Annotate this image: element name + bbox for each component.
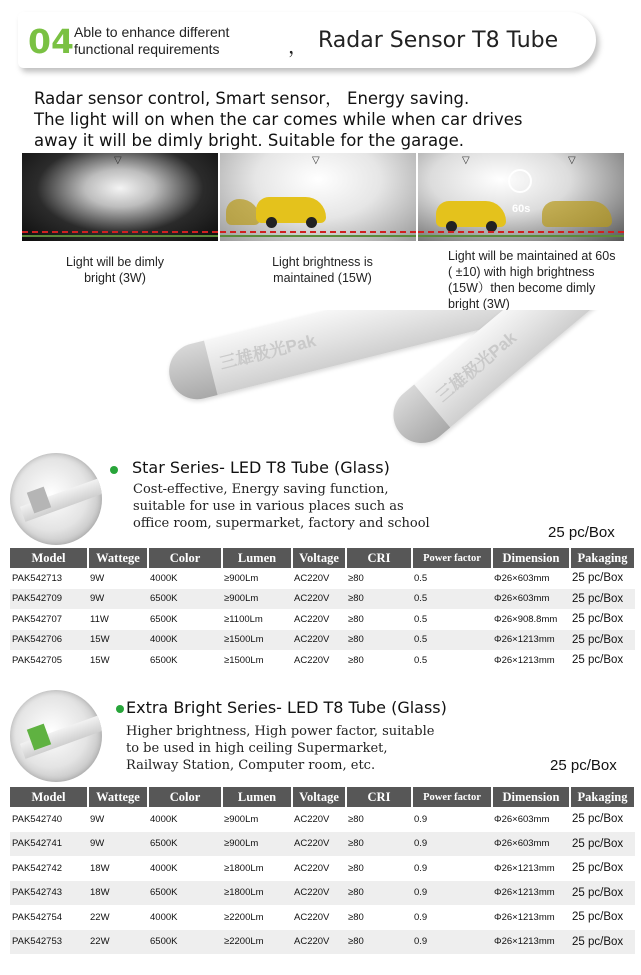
table-cell: 25 pc/Box [572,572,624,585]
sensor-line [418,231,624,233]
scene-dim [22,153,218,241]
intro-line: Radar sensor control, Smart sensor， Energy saving. [34,89,470,108]
table-cell: AC220V [292,589,346,610]
scene-car-leaving [418,153,624,241]
table-cell: 0.9 [414,911,428,923]
table-row [10,832,635,857]
table-cell: PAK542741 [10,832,88,857]
table-cell: PAK542707 [12,613,63,625]
table-cell: ≥900Lm [224,813,259,825]
table-cell: 11W [90,613,109,625]
intro-line: The light will on when the car comes while when car drives [34,110,523,129]
section-number: 04 [28,22,74,61]
star-series-title: Star Series- LED T8 Tube (Glass) [132,458,390,477]
col-header: Power factor [412,548,492,568]
table-row [10,589,635,610]
table-cell: ≥80 [348,911,364,923]
col-header: Lumen [222,787,292,807]
star-series-desc [133,481,430,532]
table-cell: AC220V [294,911,330,923]
table-cell: 4000K [150,572,178,584]
col-header: CRI [346,787,412,807]
table-cell: 25 pc/Box [570,881,635,906]
table-cell: 25 pc/Box [572,813,624,826]
table-cell: Φ26×603mm [494,572,550,584]
table-cell: 6500K [150,613,178,625]
table-row [10,807,635,832]
col-header: CRI [346,548,412,568]
scene-car-arriving [220,153,416,241]
table-cell: ≥1800Lm [222,881,292,906]
table-cell: ≥80 [348,654,364,666]
extra-spec-table [10,787,636,954]
table-cell: Φ26×603mm [492,589,570,610]
extra-series-desc [126,723,434,774]
ceiling-lamp-icon: ▽ [568,155,576,166]
timer-label: 60s [512,203,531,215]
table-row [10,930,635,955]
table-cell: 22W [88,930,148,955]
col-header: Lumen [222,548,292,568]
table-cell: PAK542705 [12,654,63,666]
table-row [10,650,635,671]
car-icon [256,197,326,223]
desc-line: Cost-effective, Energy saving function, [133,482,389,497]
col-header: Color [148,787,222,807]
table-row [10,856,635,881]
table-cell: PAK542709 [10,589,88,610]
table-cell: ≥80 [346,930,412,955]
col-header: Voltage [292,787,346,807]
star-tube-thumbnail [10,453,102,545]
table-cell: ≥80 [346,630,412,651]
table-cell: 25 pc/Box [572,654,624,667]
col-header: Pakaging [570,548,635,568]
table-cell: 0.9 [412,881,492,906]
table-cell: PAK542706 [10,630,88,651]
table-cell: Φ26×1213mm [492,881,570,906]
table-cell: 25 pc/Box [570,832,635,857]
table-cell: 4000K [150,813,178,825]
table-cell: Φ26×603mm [492,832,570,857]
garage-scenes [22,153,624,241]
table-cell: ≥1800Lm [224,862,264,874]
table-cell: ≥900Lm [224,572,259,584]
ceiling-lamp-icon: ▽ [312,155,320,166]
desc-line: office room, supermarket, factory and school [133,516,430,531]
tube-brand-print: 三雄极光Pak [432,327,521,406]
table-cell: ≥2200Lm [224,911,264,923]
table-cell: 25 pc/Box [570,589,635,610]
table-cell: Φ26×1213mm [494,911,555,923]
table-cell: AC220V [292,832,346,857]
table-cell: AC220V [294,572,330,584]
table-cell: PAK542743 [10,881,88,906]
table-cell: PAK542753 [10,930,88,955]
stopwatch-icon [508,169,532,193]
table-cell: 9W [90,813,105,825]
table-cell: 22W [90,911,110,923]
table-cell: Φ26×908.8mm [494,613,558,625]
table-cell: ≥1100Lm [224,613,263,625]
title-separator: ， [288,36,308,58]
table-cell: 18W [88,881,148,906]
table-cell: ≥80 [346,881,412,906]
table-cell: ≥900Lm [222,832,292,857]
table-cell: AC220V [292,881,346,906]
tube-brand-print: 三雄极光Pak [217,330,318,374]
col-header: Power factor [412,787,492,807]
table-cell: ≥80 [346,832,412,857]
table-cell: 0.9 [414,862,428,874]
table-cell: 0.5 [412,589,492,610]
table-cell: 0.9 [414,813,428,825]
table-cell: 9W [88,832,148,857]
table-cell: 4000K [150,911,178,923]
table-cell: 6500K [148,881,222,906]
table-cell: ≥1500Lm [224,654,264,666]
table-header-row [10,787,635,807]
bullet-dot-icon [116,705,124,713]
extra-pack-note: 25 pc/Box [550,757,617,774]
caption-dim: Light will be dimly bright (3W) [66,255,164,285]
table-cell: 25 pc/Box [570,630,635,651]
table-cell: 15W [90,654,110,666]
col-header: Dimension [492,548,570,568]
sensor-line [220,231,416,233]
car-icon [542,201,612,227]
extra-table-body [10,807,635,954]
table-cell: AC220V [294,654,330,666]
table-cell: 0.5 [414,613,428,625]
col-header: Model [10,548,88,568]
table-cell: AC220V [292,630,346,651]
table-cell: 6500K [148,589,222,610]
table-cell: 4000K [148,630,222,651]
tube-photo [160,310,630,460]
table-cell: PAK542740 [12,813,63,825]
floor-line [418,235,624,237]
intro-text [34,88,624,151]
desc-line: to be used in high ceiling Supermarket, [126,741,388,756]
wheel-icon [306,217,317,228]
wheel-icon [266,217,277,228]
desc-line: Higher brightness, High power factor, suitable [126,724,435,739]
car-icon [226,199,260,225]
table-cell: PAK542754 [12,911,63,923]
caption-maintained: Light brightness is maintained (15W) [272,255,373,285]
table-cell: ≥900Lm [222,589,292,610]
table-cell: Φ26×1213mm [494,654,555,666]
table-cell: Φ26×1213mm [494,862,555,874]
table-cell: AC220V [292,930,346,955]
table-cell: 25 pc/Box [572,911,624,924]
intro-line: away it will be dimly bright. Suitable for the garage. [34,131,464,150]
table-row [10,630,635,651]
table-cell: 0.5 [414,654,428,666]
floor-line [22,235,218,237]
star-table-body [10,568,635,671]
table-header-row [10,548,635,568]
table-cell: AC220V [294,862,330,874]
table-cell: 0.5 [414,572,428,584]
ceiling-lamp-icon: ▽ [114,155,122,166]
col-header: Wattege [88,548,148,568]
bullet-dot-icon [110,466,118,474]
table-cell: AC220V [294,813,330,825]
table-cell: 9W [90,572,105,584]
col-header: Wattege [88,787,148,807]
table-cell: PAK542742 [12,862,63,874]
star-spec-table [10,548,636,671]
col-header: Color [148,548,222,568]
table-cell: 6500K [148,832,222,857]
table-cell: AC220V [294,613,330,625]
desc-line: suitable for use in various places such as [133,499,404,514]
table-cell: ≥80 [348,613,364,625]
table-row [10,905,635,930]
table-cell: 25 pc/Box [572,613,624,626]
table-cell: ≥80 [346,589,412,610]
col-header: Voltage [292,548,346,568]
table-cell: 6500K [150,654,178,666]
star-pack-note: 25 pc/Box [548,524,615,541]
table-cell: Φ26×1213mm [492,630,570,651]
table-cell: ≥80 [348,862,364,874]
subtitle-line: functional requirements [74,41,220,57]
subtitle-line: Able to enhance different [74,24,230,40]
table-cell: ≥80 [348,813,364,825]
table-cell: ≥1500Lm [222,630,292,651]
table-cell: Φ26×603mm [494,813,550,825]
col-header: Pakaging [570,787,635,807]
extra-series-title: Extra Bright Series- LED T8 Tube (Glass) [126,698,447,717]
page-title: Radar Sensor T8 Tube [318,28,559,53]
table-cell: 25 pc/Box [570,930,635,955]
header-banner [18,12,596,68]
table-row [10,881,635,906]
table-cell: 15W [88,630,148,651]
table-row [10,568,635,589]
ceiling-lamp-icon: ▽ [462,155,470,166]
table-cell: 25 pc/Box [572,862,624,875]
floor-line [220,235,416,237]
table-cell: 0.5 [412,630,492,651]
car-icon [436,201,506,227]
table-cell: PAK542713 [12,572,63,584]
table-cell: 0.9 [412,930,492,955]
table-cell: 0.9 [412,832,492,857]
extra-tube-thumbnail [10,690,102,782]
table-cell: ≥2200Lm [222,930,292,955]
table-cell: 9W [88,589,148,610]
table-cell: 18W [90,862,110,874]
table-row [10,609,635,630]
table-cell: 4000K [150,862,178,874]
col-header: Model [10,787,88,807]
table-cell: 6500K [148,930,222,955]
table-cell: Φ26×1213mm [492,930,570,955]
tube-endcap [163,341,217,405]
col-header: Dimension [492,787,570,807]
caption-timer: Light will be maintained at 60s ( ±10) with high brightness (15W）then become dimly bright (3W) [448,249,616,311]
sensor-line [22,231,218,233]
section-subtitle [74,24,274,58]
table-cell: ≥80 [348,572,364,584]
desc-line: Railway Station, Computer room, etc. [126,758,376,773]
